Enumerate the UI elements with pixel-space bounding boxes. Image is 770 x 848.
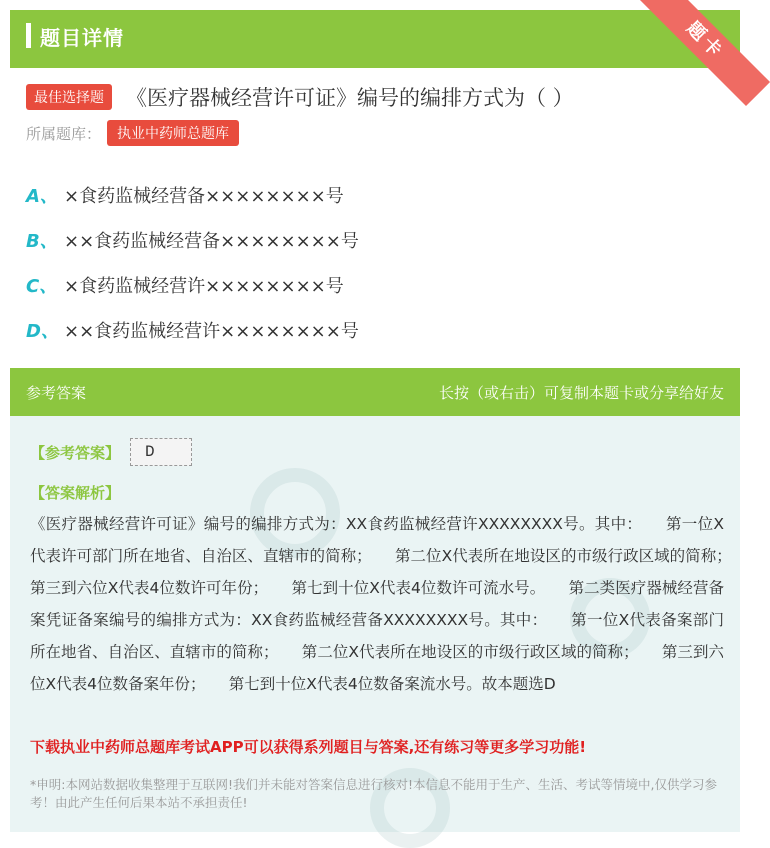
answer-heading: 参考答案 [26, 383, 87, 402]
disclaimer: *申明:本网站数据收集整理于互联网!我们并未能对答案信息进行核对!本信息不能用于生产、生活、考试等情境中,仅供学习参考！由此产生任何后果本站不承担责任! [30, 777, 717, 810]
option-text: ×食药监械经营许××××××××号 [64, 275, 344, 297]
answer-label: 【参考答案】 [30, 443, 121, 462]
option-text: ××食药监械经营许××××××××号 [64, 320, 359, 342]
option-letter: C、 [26, 275, 58, 297]
bank-label: 所属题库： [26, 124, 102, 143]
option-text: ××食药监械经营备××××××××号 [64, 230, 359, 252]
question-bank-row [26, 120, 239, 146]
options-list [26, 172, 359, 352]
answer-card-header [10, 368, 740, 416]
option-b[interactable] [26, 217, 359, 262]
analysis-text: 《医疗器械经营许可证》编号的编排方式为：XX食药监械经营许XXXXXXXX号。其中： 第一位X代表许可部门所在地省、自治区、直辖市的简称； 第二位X代表所在地设区的市级行政区域的简称； 第三到六位X代表4位数许可年份； 第七到十位X代表4位数许可流水号。 第二类医疗器械经营备案凭证备案编号的编排方式为：XX食药监械经营备XXXXXXXX号。其中： 第一位X代表备案部门所在地省、自治区、直辖市的简称； 第二位X代表所在地设区的市级行政区域的简称； 第三到六位X代表4位数备案年份； 第七到十位X代表4位数备案流水号。故本题选D [30, 515, 756, 693]
share-hint: 长按（或右击）可复制本题卡或分享给好友 [438, 383, 724, 402]
question-type-badge: 最佳选择题 [26, 84, 112, 110]
answer-value: D [130, 438, 192, 466]
option-text: ×食药监械经营备××××××××号 [64, 185, 344, 207]
option-letter: D、 [26, 320, 59, 342]
question-row [26, 82, 726, 112]
bank-link[interactable]: 执业中药师总题库 [107, 120, 239, 146]
download-promo[interactable]: 下载执业中药师总题库考试APP可以获得系列题目与答案,还有练习等更多学习功能! [30, 738, 587, 756]
page-title: 题目详情 [40, 26, 124, 50]
question-text: 《医疗器械经营许可证》编号的编排方式为（ ） [126, 86, 574, 110]
option-c[interactable] [26, 262, 359, 307]
analysis-label: 【答案解析】 [30, 484, 121, 502]
option-a[interactable] [26, 172, 359, 217]
corner-ribbon: 题卡 [640, 0, 770, 106]
option-letter: A、 [26, 185, 58, 207]
header-banner [10, 10, 740, 68]
answer-card[interactable] [10, 368, 756, 832]
header-accent-bar [26, 23, 31, 48]
option-letter: B、 [26, 230, 58, 252]
option-d[interactable] [26, 307, 359, 352]
answer-row [30, 438, 192, 466]
